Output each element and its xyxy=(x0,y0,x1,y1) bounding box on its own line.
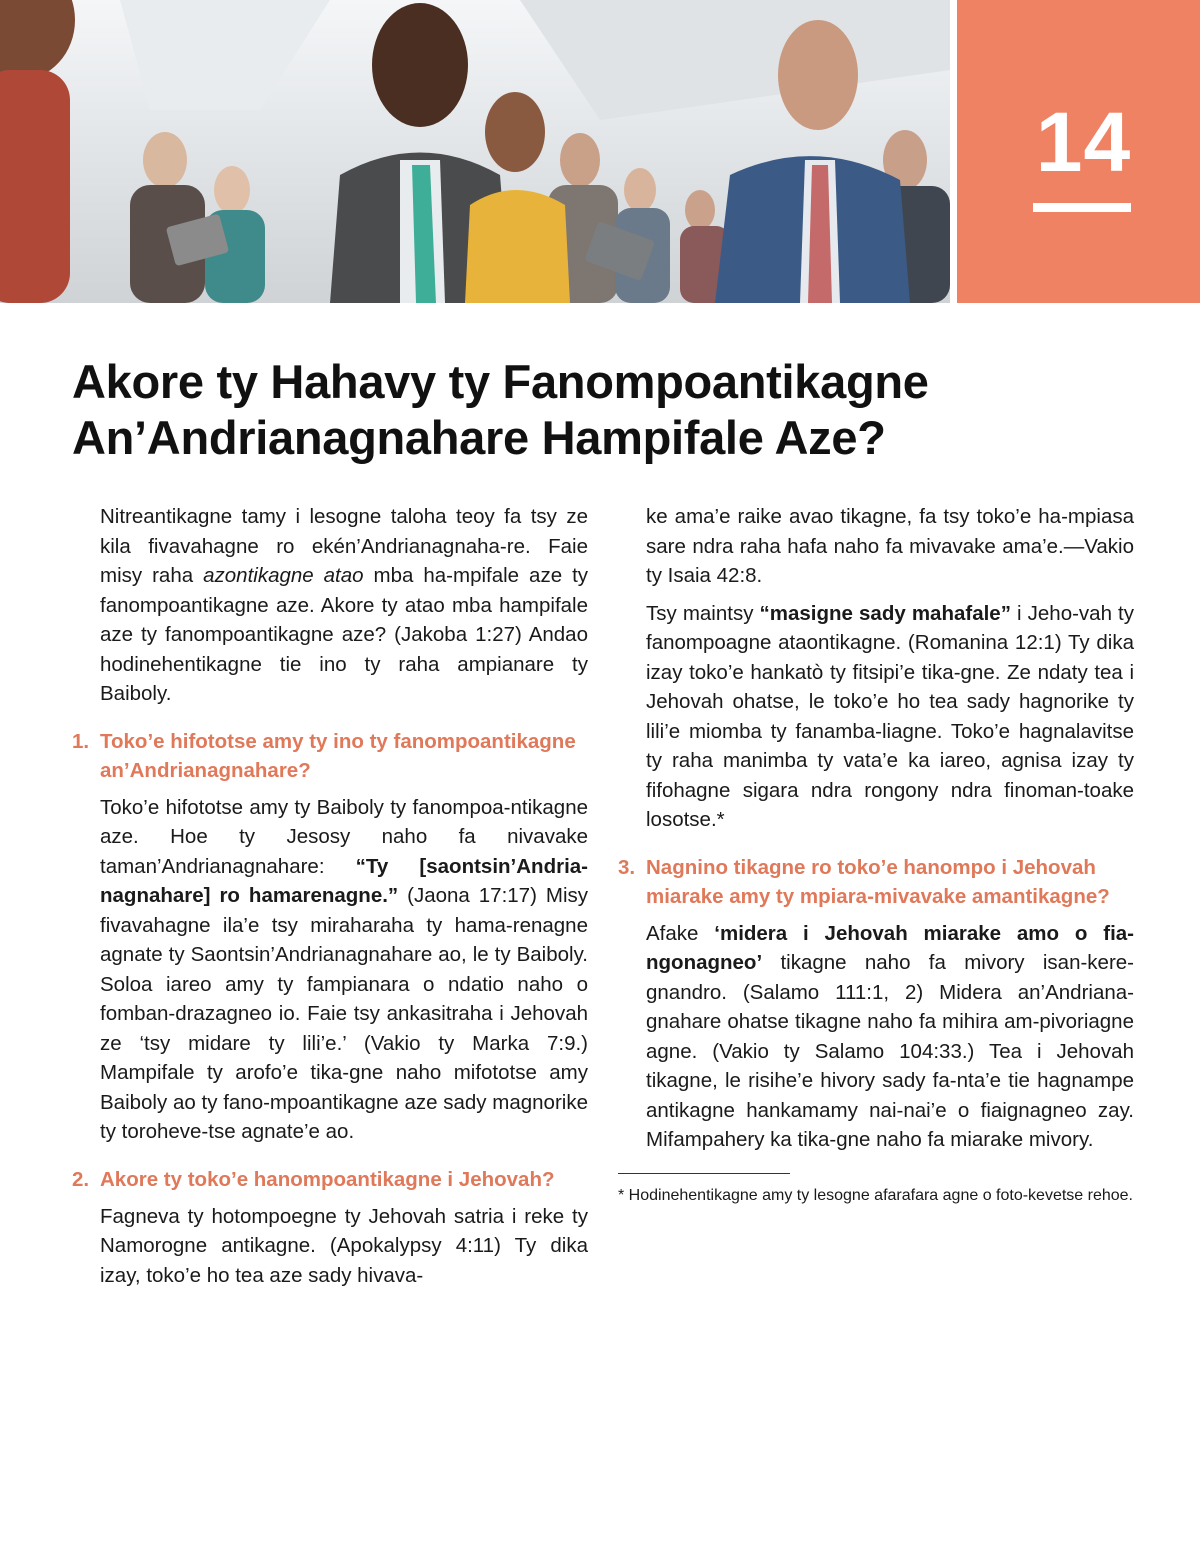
question-1 xyxy=(72,727,588,785)
question-text: Nagnino tikagne ro toko’e hanompo i Jehovah miarake amy ty mpiara-mivavake amantikagne? xyxy=(646,855,1110,908)
intro-text-1: Nitreantikagne tamy i lesogne taloha teoy fa tsy ze kila fivavahagne ro ekén’Andrianagnaha-re. Faie misy raha xyxy=(100,505,588,587)
question-2 xyxy=(72,1165,588,1194)
section-2-paragraph-2 xyxy=(618,599,1134,835)
question-text: Toko’e hifototse amy ty ino ty fanompoantikagne an’Andrianagnahare? xyxy=(100,729,576,782)
section-2-quote: “masigne sady mahafale” xyxy=(759,601,1011,625)
section-1-text-b: (Jaona 17:17) Misy fivavahagne ila’e tsy miraharaha ty hama-renagne agnate ty Saontsin’Andrianagnahare ao, le ty Baiboly. Soloa iareo amy ty fampianara o ndatio naho o fomban-drazagneo io. Faie tsy ankasitraha i Jehovah ze ‘tsy midare ty lili’e.’ (Vakio ty Marka 7:9.) Mampifale ty arofo’e tika-gne naho mifototse amy Baiboly ao ty fano-mpoantikagne aze sady magnorike ty toroheve-tse agnate’e ao. xyxy=(100,884,588,1143)
question-number: 2. xyxy=(72,1167,90,1191)
section-2-paragraph-cont: ke ama’e raike avao tikagne, fa tsy toko’e ha-mpiasa sare ndra raha hafa naho fa mivavake ama’e.—Vakio ty Isaia 42:8. xyxy=(646,505,1134,587)
intro-italic: azontikagne atao xyxy=(203,564,364,587)
section-3-quote: ‘midera i Jehovah miarake amo o fia-ngonagneo’ xyxy=(646,921,1134,974)
question-text: Akore ty toko’e hanompoantikagne i Jehovah? xyxy=(100,1167,555,1191)
section-2-paragraph-start: Fagneva ty hotompoegne ty Jehovah satria i reke ty Namorogne antikagne. (Apokalypsy 4:11) Ty dika izay, toko’e ho tea aze sady hivava- xyxy=(100,1204,588,1287)
chapter-number: 14 xyxy=(1035,95,1132,189)
intro-paragraph xyxy=(72,502,588,709)
intro-text-2: mba ha-mpifale aze ty fanompoantikagne aze. Akore ty atao mba hampifale aze ty fanompoantikagne aze? (Jakoba 1:27) Andao hodinehentikagne tie ino ty raha ampianare ty Baiboly. xyxy=(100,564,589,705)
section-3-text-a: Afake xyxy=(646,921,715,945)
title-line-2: An’Andrianagnahare Hampifale Aze? xyxy=(72,411,886,464)
section-1-quote: “Ty [saontsin’Andria-nagnahare] ro hamarenagne.” xyxy=(100,854,588,907)
section-1-text-a: Toko’e hifototse amy ty Baiboly ty fanompoa-ntikagne aze. Hoe ty Jesosy naho fa nivavake taman’Andrianagnahare: xyxy=(100,795,588,878)
chapter-badge xyxy=(957,0,1200,303)
section-1-paragraph xyxy=(72,793,588,1147)
page-title xyxy=(72,354,1132,466)
section-3-text-b: tikagne naho fa mivory isan-kere-gnandro. (Salamo 111:1, 2) Midera an’Andriana-gnahare ohatse tikagne naho fa mihira am-pivoriagne agne. (Vakio ty Salamo 104:33.) Tea i Jehovah tikagne, le risihe’e hivory sady fa-nta’e tie hagnampe antikagne hankamamy nai-nai’e o fiaignagneo zay. Mifampahery ka tika-gne naho fa miarake mivory. xyxy=(646,951,1134,1151)
question-number: 3. xyxy=(618,855,636,879)
header-photo xyxy=(0,0,950,303)
section-2-text-b: i Jeho-vah ty fanompoagne ataontikagne. (Romanina 12:1) Ty dika izay toko’e hankatò ty fitsipi’e tika-gne. Ze ndaty tea i Jehovah ohatse, le toko’e ho tea sady hagnorike ty lili’e miomba ty fanamba-liagne. Toko’e hagnalavitse ty raha manimba ty vata’e ka iareo, agnisa izay ty fifohagne sigara ndra rongony ndra finoman-toake losotse.* xyxy=(646,601,1134,831)
question-3 xyxy=(618,853,1134,911)
left-column xyxy=(72,502,588,1298)
footnote: * Hodinehentikagne amy ty lesogne afarafara agne o foto-kevetse rehoe. xyxy=(618,1186,1133,1204)
title-line-1: Akore ty Hahavy ty Fanompoantikagne xyxy=(72,355,929,408)
footnote-divider xyxy=(618,1173,790,1174)
question-number: 1. xyxy=(72,729,90,753)
chapter-underline xyxy=(1033,203,1131,212)
section-2-text-a: Tsy maintsy xyxy=(646,601,760,625)
section-3-paragraph xyxy=(618,919,1134,1155)
right-column xyxy=(618,502,1134,1215)
